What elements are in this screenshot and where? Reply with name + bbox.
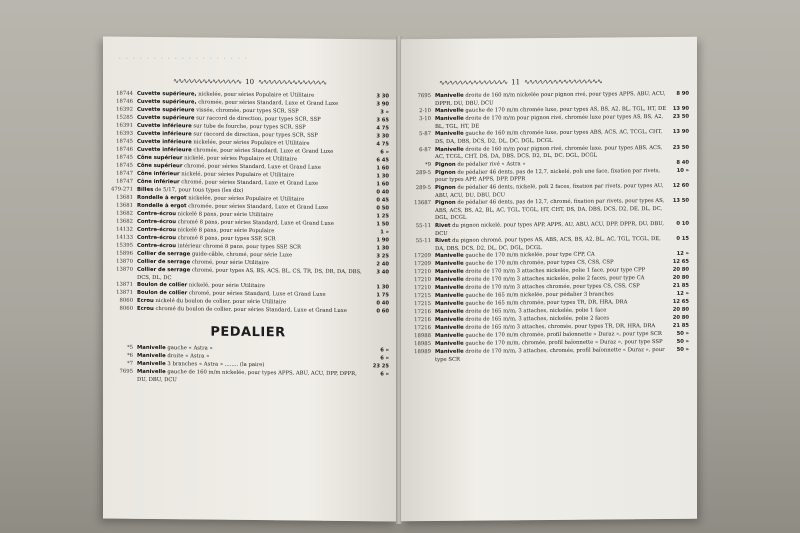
item-price: 21 85 <box>672 283 689 290</box>
item-price: 23 50 <box>672 113 689 121</box>
item-text: nickelée, pour séries Populaire et Utilitaire <box>186 195 305 203</box>
item-name: Manivelle <box>435 146 464 153</box>
item-ref: *6 <box>126 352 133 359</box>
item-price: 6 » <box>380 371 389 378</box>
item-price: 4 75 <box>376 125 389 132</box>
item-name: Cuvette inférieure <box>137 122 192 130</box>
item-name: Rondelle à ergot <box>137 202 187 210</box>
item-text: nickelé, pour séries Populaire et Utilitaire <box>182 155 298 163</box>
item-text: gauche de 170 m/m chromée, pour types CS, CSS, CSP <box>463 259 614 268</box>
item-price: 6 » <box>380 149 389 156</box>
item-ref: 13871 <box>116 281 133 288</box>
item-name: Ecrou <box>137 298 154 305</box>
decorative-rule: ∿∿∿∿∿∿∿∿∿∿∿∿∿∿ <box>439 78 508 87</box>
left-page <box>103 36 397 521</box>
item-name: Collier de serrage <box>137 258 191 266</box>
item-price: 20 80 <box>672 267 689 274</box>
decorative-rule: ∿∿∿∿∿∿∿∿∿∿∿∿∿∿ <box>258 78 327 87</box>
item-text: droite de 165 m/m, 3 attaches, nickelée, polie 1 face <box>463 307 607 316</box>
item-price: 0 40 <box>376 300 389 307</box>
item-ref: 17210 <box>414 269 431 276</box>
item-ref: 13682 <box>116 210 133 217</box>
item-text: chromée, pour séries Standard, Luxe et Grand Luxe <box>191 147 334 155</box>
item-text: droite de 170 m/m 3 attaches nickelée, polie 2 faces, pour type CA <box>463 275 645 284</box>
item-price: 0 10 <box>676 220 689 227</box>
list-item <box>107 369 389 387</box>
item-text: droite de 165 m/m, 3 attaches, nickelée, polie 2 faces <box>463 315 610 324</box>
item-name: Cuvette inférieure <box>137 146 192 154</box>
item-name: Cuvette supérieure <box>137 106 195 114</box>
item-text: de pédalier 46 dents, pas de 12,7, nickelé, poli une face, fixation par rivets, pour types APP, APPS, DPP, DPPR <box>435 167 661 184</box>
item-name: Contre-écrou <box>137 218 176 226</box>
item-price: 50 » <box>676 339 689 346</box>
item-price: 1 60 <box>376 165 389 172</box>
item-name: Manivelle <box>435 333 464 340</box>
item-name: Manivelle <box>435 277 464 284</box>
item-ref: 18747 <box>116 178 133 185</box>
item-text: nickelé 8 pans, pour série Populaire <box>176 227 275 235</box>
item-name: Manivelle <box>435 325 464 332</box>
item-price: 0 45 <box>376 197 389 204</box>
item-text: gauche de 170 m/m chromée, profil baïonnette « Duraz », pour type SCR <box>463 331 662 340</box>
item-name: Cuvette supérieure <box>137 114 195 122</box>
list-item <box>107 306 389 317</box>
item-name: Cuvette supérieure, <box>137 98 197 106</box>
item-name: Rondelle à ergot <box>137 194 187 202</box>
item-text: nickelé 8 pans, pour série Utilitaire <box>176 211 274 219</box>
item-ref: 13682 <box>116 218 133 225</box>
item-name: Manivelle <box>435 317 464 324</box>
item-price: 1 25 <box>376 213 389 220</box>
item-price: 0 50 <box>376 205 389 212</box>
item-name: Manivelle <box>137 369 166 376</box>
decorative-rule: ∿∿∿∿∿∿∿∿∿∿∿∿∿∿ <box>173 77 242 86</box>
item-name: Pignon <box>435 199 456 207</box>
item-ref: 18989 <box>414 349 431 356</box>
item-name: Pignon <box>435 161 456 168</box>
item-ref: 7695 <box>417 93 431 100</box>
item-text: nickelé, pour série Utilitaire <box>187 282 265 290</box>
item-text: sur tube de fourche, pour types SCR, SSP <box>191 123 306 131</box>
item-text: droite de 170 m/m 3 attaches nickelée, polie 1 face, pour type CPP <box>463 267 646 276</box>
item-text: droite de 170 m/m pour pignon rivé, chromée luxe pour types AS, BS, A2, BL, TGL, HT, DE <box>435 114 664 130</box>
item-name: Manivelle <box>435 261 464 268</box>
item-text: chromée, pour séries Standard, Luxe et Grand Luxe <box>196 99 339 107</box>
item-price: 20 80 <box>672 315 689 322</box>
item-price: 1 50 <box>376 221 389 228</box>
item-name: Manivelle <box>435 309 464 316</box>
item-ref: 8060 <box>119 305 133 312</box>
page-number: 11 <box>511 78 521 87</box>
item-name: Manivelle <box>435 301 464 308</box>
item-price: 6 45 <box>376 157 389 164</box>
item-text: vissée, chromée, pour types SCR, SSP <box>194 107 299 115</box>
item-ref: 13870 <box>116 266 133 273</box>
item-text: droite de 170 m/m 3 attaches chromée, pour types CS, CSS, CSP <box>463 283 640 292</box>
item-name: Cône inférieur <box>137 170 180 178</box>
item-ref: *7 <box>126 360 133 367</box>
item-ref: 55-11 <box>415 222 431 230</box>
item-price: 20 80 <box>672 275 689 282</box>
item-ref: 13681 <box>116 202 133 209</box>
item-ref: *5 <box>126 344 133 351</box>
item-text: droite « Astra » <box>165 353 210 360</box>
item-ref: 18745 <box>116 162 133 169</box>
item-text: gauche de 160 m/m chromée luxe, pour types ABS, ACS, AC, TCGL, CHT, DS, DA, DBS, DCS, D2, DL, DC, DGL, DCGL <box>435 129 663 145</box>
item-price: 12 65 <box>672 299 689 306</box>
item-name: Boulon de collier <box>137 282 188 289</box>
item-ref: 16391 <box>116 122 133 129</box>
item-ref: 3-10 <box>419 116 431 123</box>
item-ref: 18747 <box>116 170 133 177</box>
item-ref: 289-5 <box>415 169 431 176</box>
item-name: Collier de serrage <box>137 266 191 274</box>
item-name: Collier de serrage <box>137 250 191 258</box>
item-text: de pédalier rivé « Astra » <box>455 160 526 168</box>
item-price: 1 60 <box>376 181 389 188</box>
item-name: Ecrou <box>137 306 154 313</box>
item-text: chromé du boulon de collier, pour séries Standard, Luxe et Grand Luxe <box>153 306 347 315</box>
item-ref: 55-11 <box>415 238 431 245</box>
item-text: sur raccord de direction, pour types SCR, SSP <box>194 115 321 123</box>
item-price: 3 25 <box>376 253 389 260</box>
left-price-list <box>107 91 389 387</box>
item-ref: 16393 <box>116 130 133 137</box>
item-ref: 16392 <box>116 106 133 113</box>
item-price: 0 15 <box>676 235 689 242</box>
item-text: de pédalier 46 dents, pas de 12,7, chromé, fixation par rivets, pour types AS, ABS, ACS, BS, A2, BL, AC, TGL, TCGL, HT, CHT, DS, DA, DBS, DCS, D2, DE, DL, DC, DGL, DCGL <box>435 198 665 222</box>
item-description <box>435 198 667 223</box>
item-price: 6 » <box>380 347 389 354</box>
item-text: de 5/17, pour tous types (les dix) <box>153 186 244 194</box>
item-name: Manivelle <box>435 269 464 276</box>
item-text: gauche de 170 m/m chromée luxe, pour types AS, BS, A2, BL, TGL, HT, DE <box>463 106 667 114</box>
list-item <box>405 198 689 223</box>
item-text: droite de 170 m/m, 3 attaches, chromée, profil baïonnette « Duraz », pour type SCR <box>435 347 665 363</box>
item-price: 8 40 <box>676 159 689 166</box>
item-price: 50 » <box>676 331 689 338</box>
item-text: gauche de 170 m/m nickelée, pour type CPP, CA <box>463 251 595 260</box>
item-price: 0 60 <box>376 308 389 315</box>
item-text: chromée, pour séries Standard, Luxe et Grand Luxe <box>186 203 329 211</box>
watermark: · · · · · · · · · · · · · · · · · · · <box>118 52 248 65</box>
item-text: guide-câble, chromé, pour série Luxe <box>190 251 293 259</box>
item-name: Manivelle <box>435 293 464 300</box>
item-price: 1 30 <box>376 173 389 180</box>
item-ref: 13870 <box>116 258 133 265</box>
item-name: Contre-écrou <box>137 226 176 234</box>
item-price: 2 40 <box>376 261 389 268</box>
right-price-list <box>405 91 689 365</box>
item-price: 1 75 <box>376 292 389 299</box>
item-price: 13 50 <box>672 197 689 205</box>
item-ref: 14133 <box>116 234 133 241</box>
item-name: Contre-écrou <box>137 234 176 242</box>
item-ref: 17215 <box>414 301 431 308</box>
item-ref: 6-87 <box>419 146 431 153</box>
item-name: Pignon <box>435 184 456 191</box>
item-ref: 13687 <box>414 200 431 207</box>
item-price: 3 » <box>380 109 389 116</box>
item-ref: 18746 <box>116 98 133 105</box>
item-price: 0 40 <box>376 189 389 196</box>
item-text: nickelé, pour séries Populaire et Utilitaire <box>179 171 295 179</box>
item-description <box>435 347 667 364</box>
item-name: Boulon de collier <box>137 290 188 297</box>
item-name: Cône supérieur <box>137 154 183 162</box>
item-ref: 18745 <box>116 154 133 161</box>
item-name: Manivelle <box>435 349 464 356</box>
item-text: du pignon chromé, pour types AS, ABS, ACS, BS, A2, BL, AC, TGL, TCGL, DE, DA, DBS, DCS, D2, DL, DC, DGL, DCGL <box>435 236 661 252</box>
item-ref: 7695 <box>119 368 133 375</box>
decorative-rule: ∿∿∿∿∿∿∿∿∿∿∿∿∿∿∿∿ <box>524 77 602 87</box>
item-ref: *9 <box>424 161 431 168</box>
item-text: de pédalier 46 dents, nickelé, poli 2 faces, fixation par rivets, pour types AU, ABU, ACU, DU, DBU, DCU <box>435 182 664 199</box>
item-price: 1 » <box>380 229 389 236</box>
item-name: Cône inférieur <box>137 178 180 186</box>
item-text: sur raccord de direction, pour types SCR, SSP <box>191 131 318 139</box>
item-ref: 2-10 <box>419 108 431 115</box>
right-page-header <box>439 78 602 87</box>
item-ref: 13871 <box>116 289 133 296</box>
item-ref: 18745 <box>116 138 133 145</box>
item-text: chromé, pour types AS, BS, ACS, BL, CS, TR, DS, DR, DA, DBS, DCS, DL, DC <box>137 267 362 281</box>
item-name: Cône supérieur <box>137 162 183 170</box>
right-page <box>401 37 697 522</box>
item-text: gauche de 165 m/m nickelée, pour pédalier 3 branches <box>463 291 614 300</box>
item-price: 3 90 <box>376 101 389 108</box>
item-price: 12 65 <box>672 259 689 266</box>
item-ref: 18744 <box>116 90 133 97</box>
item-ref: 289-5 <box>415 184 431 192</box>
item-price: 3 40 <box>376 269 389 276</box>
item-ref: 14132 <box>116 226 133 233</box>
item-price: 3 30 <box>376 133 389 140</box>
page-number: 10 <box>245 77 255 87</box>
item-price: 20 80 <box>672 307 689 314</box>
item-price: 21 85 <box>672 323 689 330</box>
item-price: 4 75 <box>376 141 389 148</box>
left-page-header <box>173 77 326 87</box>
item-name: Pignon <box>435 169 456 176</box>
item-text: chromé, pour séries Standard, Luxe et Grand Luxe <box>179 179 319 187</box>
item-price: 6 » <box>380 355 389 362</box>
item-price: 1 30 <box>376 284 389 291</box>
item-text: chromé, pour séries Standard, Luxe et Grand Luxe <box>182 163 321 171</box>
item-price: 8 90 <box>676 90 689 97</box>
item-name: Rivet <box>435 222 451 229</box>
item-text: gauche de 170 m/m, chromée, profil baïonnette « Duraz », pour type SSP <box>463 339 663 348</box>
item-text: chromé, pour série Utilitaire <box>190 259 269 267</box>
item-name: Cuvette supérieure, <box>137 90 197 98</box>
item-ref: 15896 <box>116 250 133 257</box>
item-ref: 17210 <box>414 285 431 292</box>
item-price: 23 50 <box>672 144 689 151</box>
item-ref: 17209 <box>414 261 431 268</box>
item-price: 3 65 <box>376 117 389 124</box>
item-price: 12 » <box>676 291 689 298</box>
item-name: Manivelle <box>137 353 166 360</box>
item-price: 3 30 <box>376 93 389 100</box>
item-name: Cuvette inférieure <box>137 138 192 146</box>
item-price: 13 90 <box>672 129 689 136</box>
item-price: 50 » <box>676 347 689 354</box>
item-price: 1 90 <box>376 237 389 244</box>
item-name: Manivelle <box>435 253 464 260</box>
item-name: Manivelle <box>435 92 464 99</box>
item-ref: 17210 <box>414 277 431 284</box>
item-name: Billes <box>137 186 154 193</box>
item-text: du pignon nickelé, pour types APP, APPS, AU, ABU, ACU, DPP, DPPR, DU, DBU, DCU <box>435 220 664 237</box>
item-ref: 17216 <box>414 317 431 324</box>
item-ref: 18985 <box>414 341 431 348</box>
item-ref: 18988 <box>414 333 431 340</box>
item-text: droite de 165 m/m 3 attaches, chromée, pour types TR, DR, HRA, DRA <box>463 323 656 332</box>
item-ref: 17216 <box>414 309 431 316</box>
item-text: nickelée, pour séries Populaire et Utilitaire <box>191 139 310 147</box>
item-text: droite de 160 m/m pour pignon rivé, chromée luxe, pour types ABS, ACS, AC, TCGL, CHT, DS, DA, DBS, DCS, D2, DL, DC, DGL, DCGL <box>435 144 663 161</box>
item-price: 1 30 <box>376 245 389 252</box>
item-name: Manivelle <box>435 131 464 138</box>
item-name: Manivelle <box>435 115 464 123</box>
item-text: gauche « Astra » <box>165 345 213 352</box>
list-item <box>405 347 689 365</box>
section-title: PEDALIER <box>210 324 286 341</box>
item-name: Manivelle <box>435 341 464 348</box>
item-text: droite de 160 m/m nickelée pour pignon rivé, pour types APPS, ABU, ACU, DPPR, DU, DBU, DCU <box>435 90 666 107</box>
item-name: Rivet <box>435 237 451 245</box>
item-ref: 18746 <box>116 146 133 153</box>
item-ref: 8060 <box>119 297 133 304</box>
item-name: Contre-écrou <box>137 210 176 218</box>
item-text: chromé 8 pans, pour types SSP, SCR <box>176 235 276 243</box>
item-price: 10 » <box>676 167 689 174</box>
item-ref: 17209 <box>414 253 431 260</box>
item-description <box>137 369 367 387</box>
item-price: 23 25 <box>372 363 389 370</box>
item-text: chromé, pour séries Standard, Luxe et Grand Luxe <box>187 290 326 298</box>
item-ref: 15395 <box>116 242 133 249</box>
item-ref: 17216 <box>414 325 431 332</box>
item-ref: 13681 <box>116 194 133 201</box>
item-text: nickelée, pour séries Populaire et Utilitaire <box>196 91 315 99</box>
item-text: 3 branches « Astra » ........ (la paire) <box>165 361 265 369</box>
item-price: 12 60 <box>672 182 689 189</box>
item-name: Contre-écrou <box>137 242 176 250</box>
item-ref: 17215 <box>414 293 431 300</box>
item-description <box>137 306 367 316</box>
item-name: Manivelle <box>435 285 464 292</box>
item-text: nickelé du boulon de collier, pour série Utilitaire <box>153 298 287 306</box>
item-name: Manivelle <box>435 107 464 115</box>
item-ref: 15285 <box>116 114 133 121</box>
item-text: chromé 8 pans, pour séries Standard, Luxe et Grand Luxe <box>176 219 334 227</box>
item-price: 13 90 <box>672 105 689 113</box>
item-ref: 5-87 <box>419 131 431 138</box>
item-text: intérieur chromé 8 pans, pour types SSP, SCR <box>176 243 302 251</box>
item-text: gauche de 165 m/m chromée, pour types TR, DR, HRA, DRA <box>463 299 628 308</box>
item-price: 12 » <box>676 251 689 258</box>
item-name: Cuvette inférieure <box>137 130 192 138</box>
item-ref: 479-271 <box>110 186 133 193</box>
item-text: gauche de 160 m/m nickelée, pour types APPS, ABU, ACU, DPP, DPPR, DU, DBU, DCU <box>137 369 357 384</box>
item-name: Manivelle <box>137 345 166 352</box>
item-name: Manivelle <box>137 361 166 368</box>
